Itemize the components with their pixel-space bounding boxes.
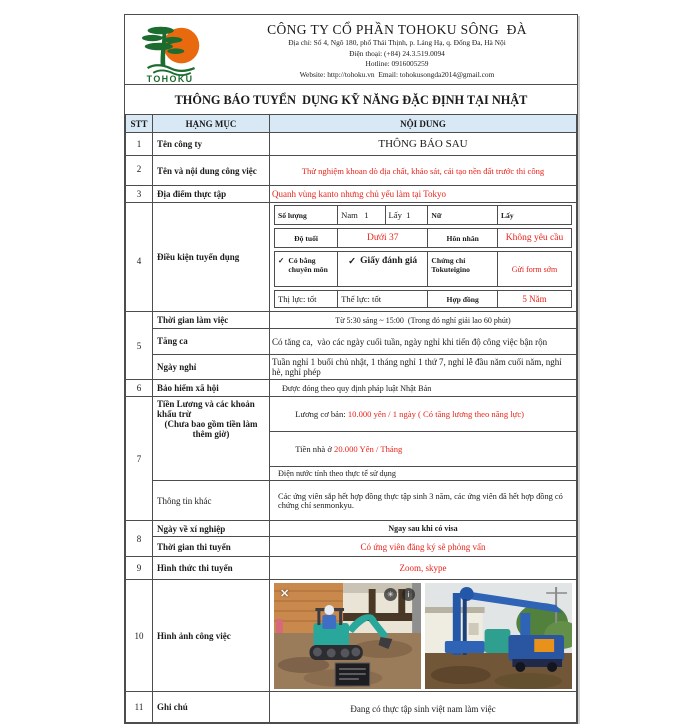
overtime-value: Có tăng ca, vào các ngày cuối tuần, ngày nghỉ khi tiến độ công việc bận rộn (270, 329, 577, 355)
salary-label-main: Tiền Lương và các khoản khấu trừ (157, 399, 255, 419)
base-salary-prefix: Lương cơ bản: (295, 409, 348, 419)
row-label: Thời gian thi tuyển (153, 537, 270, 557)
row-label: Địa điểm thực tập (153, 186, 270, 203)
row-base-salary (126, 397, 577, 432)
row-number: 8 (126, 521, 153, 557)
row-recruitment-conditions (126, 203, 577, 312)
row-label: Hình ảnh công việc (153, 580, 270, 692)
degree-check-label: Có bằng chuyên môn (288, 256, 328, 274)
document-title: THÔNG BÁO TUYỂN DỤNG KỸ NĂNG ĐẶC ĐỊNH TẠI NHẬT (174, 93, 528, 107)
photo-drilling-rig (425, 583, 572, 689)
age-value: Dưới 37 (337, 229, 427, 247)
row-label: Tên công ty (153, 133, 270, 156)
table-header-row (126, 115, 577, 133)
fitness-value: Thể lực: tốt (337, 291, 427, 307)
col-header-stt: STT (126, 115, 153, 133)
row-number: 11 (126, 692, 153, 723)
subrow-health (274, 290, 572, 308)
row-job-description (126, 156, 577, 186)
row-number: 3 (126, 186, 153, 203)
quantity-label: Số lượng (278, 210, 307, 220)
photo-excavator (274, 583, 421, 689)
contract-label: Hợp đồng (427, 291, 497, 307)
document-page (124, 14, 578, 724)
row-label: Ngày nghỉ (153, 355, 270, 380)
row-number: 5 (126, 312, 153, 380)
row-company-name (126, 133, 577, 156)
evaluation-check-label: Giấy đánh giá (360, 256, 418, 266)
row-label: Hình thức thi tuyển (153, 557, 270, 580)
subrow-quantity (274, 205, 572, 225)
evaluation-check (337, 252, 427, 286)
photos-cell (270, 580, 577, 692)
row-other-info (126, 481, 577, 521)
company-phone: Điện thoại: (+84) 24.3.519.0094 (349, 48, 445, 58)
cert-value: Gửi form sớm (497, 252, 571, 286)
quantity-take-male: Lấy 1 (385, 206, 428, 224)
row-exam-format (126, 557, 577, 580)
row-social-insurance (126, 380, 577, 397)
company-name: CÔNG TY CỔ PHẦN TOHOKU SÔNG ĐÀ (267, 22, 527, 37)
row-days-off (126, 355, 577, 380)
row-work-location (126, 186, 577, 203)
housing-fee-value: 20.000 Yên / Tháng (334, 444, 403, 454)
dayoff-value: Tuần nghỉ 1 buổi chủ nhật, 1 tháng nghỉ 1 thứ 7, nghỉ lễ đầu năm cuối năm, nghỉ hè, nghỉ phép (270, 355, 577, 380)
housing-fee (270, 432, 577, 467)
exam-format-value: Zoom, skype (270, 557, 577, 580)
logo-wordmark: TOHOKU (146, 74, 194, 85)
row-overtime (126, 329, 577, 355)
row-label: Ghi chú (153, 692, 270, 723)
row-number: 1 (126, 133, 153, 156)
exam-time-value: Có ứng viên đăng ký sẽ phỏng vấn (270, 537, 577, 557)
row-exam-time (126, 537, 577, 557)
cert-label: Chứng chỉ Tokuteigino (427, 252, 497, 286)
row-label: Bảo hiểm xã hội (153, 380, 270, 397)
info-icon[interactable]: i (402, 588, 415, 601)
row-number: 9 (126, 557, 153, 580)
row-content: Thử nghiệm khoan dò địa chất, khảo sát, cải tạo nền đất trước thi công (270, 156, 577, 186)
col-header-noi-dung: NỘI DUNG (270, 115, 577, 133)
base-salary-value: 10.000 yên / 1 ngày ( Có tăng lương theo năng lực) (347, 409, 524, 419)
company-hotline: Hotline: 0916005259 (365, 59, 429, 69)
company-address: Địa chỉ: Số 4, Ngõ 180, phố Thái Thịnh, p. Láng Hạ, q. Đống Đa, Hà Nội (288, 38, 506, 47)
row-label: Thời gian làm việc (153, 312, 270, 329)
row-job-photos (126, 580, 577, 692)
checkmark-icon: ✓ (348, 257, 357, 267)
quantity-female-label: Nữ (427, 206, 497, 224)
marriage-value: Không yêu cầu (497, 229, 571, 247)
job-posting-table (125, 114, 577, 723)
degree-check (275, 252, 337, 286)
drilling-rig-scene (425, 583, 572, 689)
row-label: Thông tin khác (153, 481, 270, 521)
document-title-row (125, 85, 577, 114)
row-return-date (126, 521, 577, 537)
row-number: 2 (126, 156, 153, 186)
quantity-male: Nam 1 (337, 206, 384, 224)
row-label: Điều kiện tuyển dụng (153, 203, 270, 312)
return-date-value: Ngay sau khi có visa (270, 521, 577, 537)
housing-fee-prefix: Tiền nhà ở (295, 444, 335, 454)
work-time-value: Từ 5:30 sáng ~ 15:00 (Trong đó nghỉ giải lao 60 phút) (270, 312, 577, 329)
utilities-value: Điện nước tính theo thực tế sử dụng (270, 467, 577, 481)
contract-value: 5 Năm (497, 291, 571, 307)
row-label: Ngày về xí nghiệp (153, 521, 270, 537)
row-number: 6 (126, 380, 153, 397)
close-icon[interactable]: ✕ (280, 587, 290, 600)
company-header (125, 15, 577, 85)
row-label: Tên và nội dung công việc (153, 156, 270, 186)
row-label (153, 397, 270, 481)
other-info-value: Các ứng viên sắp hết hợp đồng thực tập sinh 3 năm, các ứng viên đã hết hợp đồng có chứng chỉ senmonkyu. (270, 481, 577, 521)
checkmark-icon: ✓ (278, 256, 285, 265)
row-number: 4 (126, 203, 153, 312)
insurance-value: Được đóng theo quy định pháp luật Nhật Bản (270, 380, 577, 397)
tohoku-logo (134, 23, 210, 85)
eyesight-value: Thị lực: tốt (278, 294, 317, 304)
row-number: 7 (126, 397, 153, 521)
quantity-take-female: Lấy (497, 206, 571, 224)
salary-label-sub: (Chưa bao gồm tiền làm thêm giờ) (164, 419, 258, 439)
row-number: 10 (126, 580, 153, 692)
row-work-time (126, 312, 577, 329)
row-label: Tăng ca (153, 329, 270, 355)
excavator-scene (274, 583, 421, 689)
marriage-label: Hôn nhân (427, 229, 497, 247)
settings-icon[interactable]: ✳ (384, 588, 397, 601)
base-salary (270, 397, 577, 432)
subrow-age (274, 228, 572, 248)
notes-value: Đang có thực tập sinh việt nam làm việc (270, 692, 577, 723)
conditions-subtable (270, 203, 577, 312)
row-notes (126, 692, 577, 723)
row-content: Quanh vùng kanto nhưng chủ yếu làm tại Tokyo (270, 186, 577, 203)
row-content: THÔNG BÁO SAU (270, 133, 577, 156)
col-header-hang-muc: HẠNG MỤC (153, 115, 270, 133)
age-label: Độ tuổi (294, 233, 318, 243)
subrow-certificates (274, 251, 572, 287)
company-website-email: Website: http://tohoku.vn Email: tohokusongda2014@gmail.com (299, 70, 495, 80)
